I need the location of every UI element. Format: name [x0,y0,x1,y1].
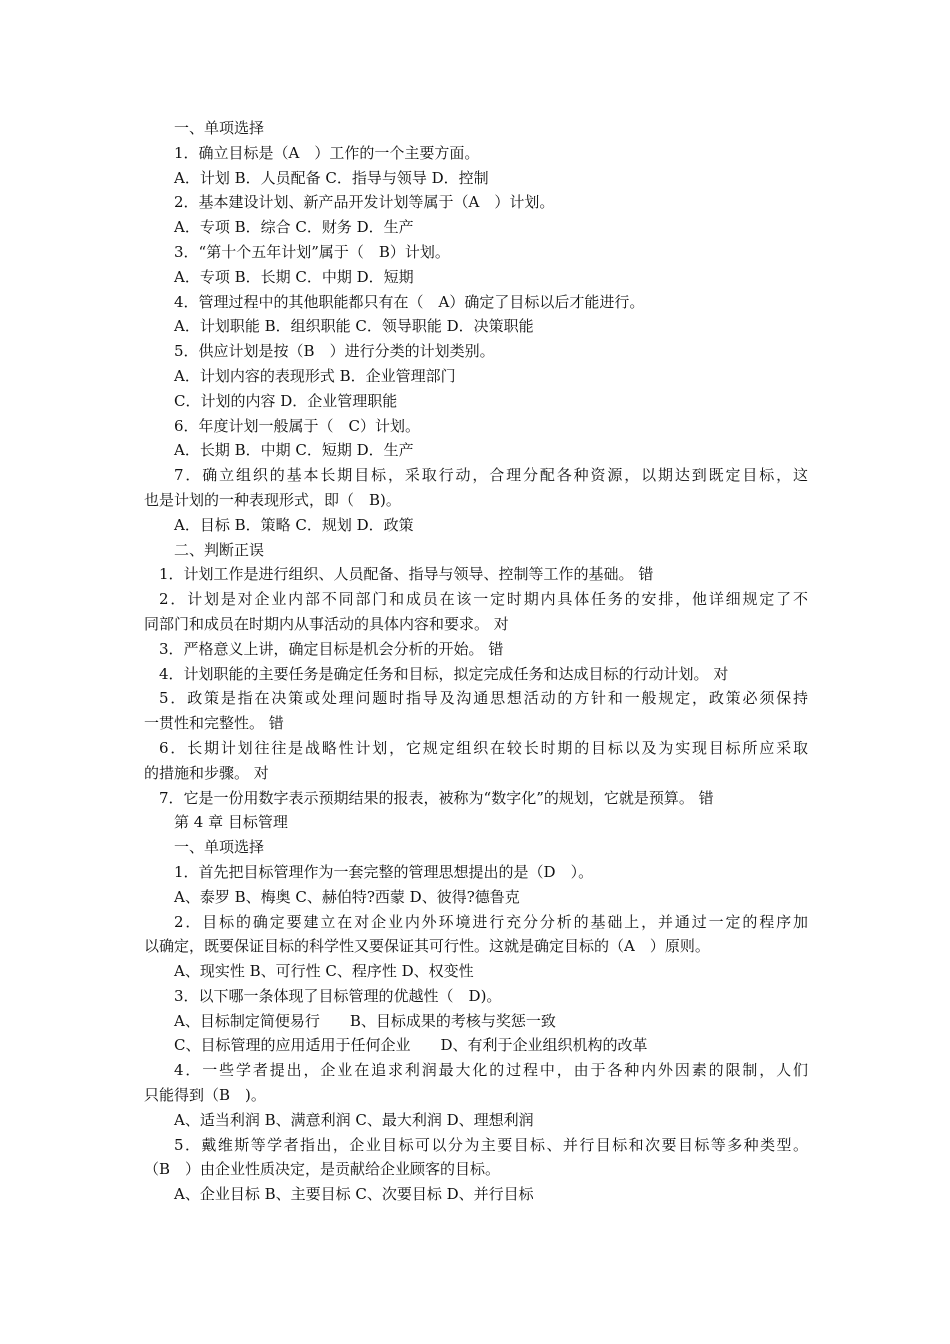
text-line: 一贯性和完整性。 错 [144,714,284,733]
text-line: 2．计划是对企业内部不同部门和成员在该一定时期内具体任务的安排，他详细规定了不 [159,590,808,609]
text-line: 2．基本建设计划、新产品开发计划等属于（A ）计划。 [174,193,555,212]
text-line: 1．计划工作是进行组织、人员配备、指导与领导、控制等工作的基础。 错 [159,565,654,584]
text-line: 二、判断正误 [174,540,265,559]
text-line: A．计划职能 B．组织职能 C．领导职能 D．决策职能 [174,317,534,336]
text-line: 4．计划职能的主要任务是确定任务和目标，拟定完成任务和达成目标的行动计划。 对 [159,664,729,683]
text-line: 6．长期计划往往是战略性计划，它规定组织在较长时期的目标以及为实现目标所应采取 [159,738,808,757]
text-line: A、适当利润 B、满意利润 C、最大利润 D、理想利润 [174,1110,534,1129]
text-line: A．专项 B．长期 C．中期 D．短期 [174,267,414,286]
document-body [144,116,808,1207]
chapter-heading: 第 4 章 目标管理 [174,813,288,832]
text-line: A．计划内容的表现形式 B．企业管理部门 [174,366,456,385]
text-line: A．目标 B．策略 C．规划 D．政策 [174,515,414,534]
text-line: 7．它是一份用数字表示预期结果的报表，被称为“数字化”的规划，它就是预算。 错 [159,788,714,807]
text-line: 3．以下哪一条体现了目标管理的优越性（ D)。 [174,986,502,1005]
text-line: 5．供应计划是按（B ）进行分类的计划类别。 [174,342,495,361]
text-line: 同部门和成员在时期内从事活动的具体内容和要求。 对 [144,614,509,633]
text-line: 3．严格意义上讲，确定目标是机会分析的开始。 错 [159,639,504,658]
text-line: 一、单项选择 [174,838,265,857]
text-line: C．计划的内容 D．企业管理职能 [174,391,398,410]
text-line: A、现实性 B、可行性 C、程序性 D、权变性 [174,962,474,981]
text-line: 3．“第十个五年计划”属于（ B）计划。 [174,242,450,261]
text-line: 1．确立目标是（A ）工作的一个主要方面。 [174,143,480,162]
text-line: A．计划 B．人员配备 C．指导与领导 D．控制 [174,168,489,187]
text-line: A、泰罗 B、梅奥 C、赫伯特?西蒙 D、彼得?德鲁克 [174,887,520,906]
text-line: （B ）由企业性质决定，是贡献给企业顾客的目标。 [144,1160,501,1179]
text-line: A．专项 B．综合 C．财务 D．生产 [174,218,414,237]
text-line: 4．一些学者提出，企业在追求利润最大化的过程中，由于各种内外因素的限制，人们 [174,1061,808,1080]
text-line: 的措施和步骤。 对 [144,763,269,782]
text-line: C、目标管理的应用适用于任何企业 D、有利于企业组织机构的改革 [174,1036,648,1055]
text-line: 7．确立组织的基本长期目标，采取行动，合理分配各种资源，以期达到既定目标，这 [174,466,808,485]
text-line: A、企业目标 B、主要目标 C、次要目标 D、并行目标 [174,1185,534,1204]
text-line: 2．目标的确定要建立在对企业内外环境进行充分分析的基础上，并通过一定的程序加 [174,912,808,931]
text-line: 只能得到（B )。 [144,1086,266,1105]
text-line: 也是计划的一种表现形式，即（ B)。 [144,490,401,509]
text-line: 6．年度计划一般属于（ C）计划。 [174,416,421,435]
text-line: 以确定，既要保证目标的科学性又要保证其可行性。这就是确定目标的（A ）原则。 [144,937,710,956]
text-line: 5．政策是指在决策或处理问题时指导及沟通思想活动的方针和一般规定，政策必须保持 [159,689,808,708]
text-line: A、目标制定简便易行 B、目标成果的考核与奖惩一致 [174,1011,556,1030]
text-line: 1．首先把目标管理作为一套完整的管理思想提出的是（D ）。 [174,862,594,881]
text-line: 4．管理过程中的其他职能都只有在（ A）确定了目标以后才能进行。 [174,292,645,311]
text-line: 5．戴维斯等学者指出，企业目标可以分为主要目标、并行目标和次要目标等多种类型。 [174,1135,808,1154]
text-line: A．长期 B．中期 C．短期 D．生产 [174,441,414,460]
text-line: 一、单项选择 [174,119,265,137]
